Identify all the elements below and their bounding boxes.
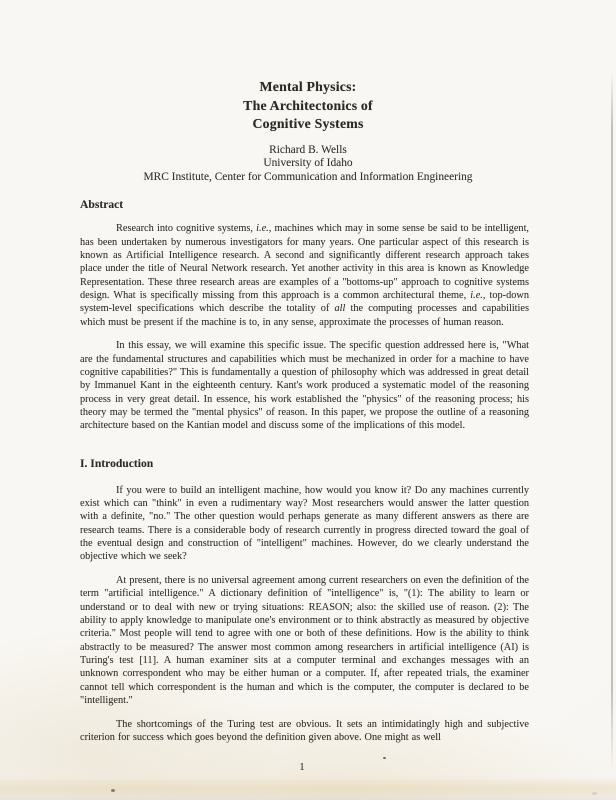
introduction-paragraph: At present, there is no universal agreement among current researchers on even the definition of the term "artificial intelligence." A dictionary definition of "intelligence" is, "(1): The ability to learn or understand or to deal with new or trying situations: REASON; also: the skilled use of reason. (2): The ability to apply knowledge to manipulate one's environment or to think abstractly as measured by objective criteria." Most people will tend to agree with one or both of these definitions. How is the ability to think abstractly to be measured? The answer most common among researchers in artificial intelligence (AI) is Turing's test [11]. A human examiner sits at a computer terminal and exchanges messages with an unknown correspondent who may be either human or a computer. If, after repeated trials, the examiner cannot tell which correspondent is the human and which is the computer, the computer is declared to be "intelligent." <box>80 575 529 707</box>
author-name: Richard B. Wells <box>269 143 347 156</box>
title-line: Cognitive Systems <box>252 116 364 131</box>
author-block <box>0 144 616 185</box>
abstract-paragraph: In this essay, we will examine this specific issue. The specific question addressed here is, "What are the fundamental structures and capabilities which must be mechanized in order for a machine to have cognitive capabilities?" This is fundamentally a question of philosophy which was addressed in great detail by Immanuel Kant in the eighteenth century. Kant's work produced a systematic model of the reasoning process in very great detail. In essence, his work established the "physics" of the reasoning process; his theory may be termed the "mental physics" of reason. In this paper, we propose the outline of a reasoning architecture based on the Kantian model and discuss some of the implications of this model. <box>80 340 529 432</box>
abstract-heading: Abstract <box>80 197 124 211</box>
author-institute: MRC Institute, Center for Communication and Information Engineering <box>143 171 473 184</box>
abstract-paragraph: Research into cognitive systems, i.e., machines which may in some sense be said to be intelligent, has been undertaken by numerous investigators for many years. One particular aspect of this research is known as Artificial Intelligence research. A second and significantly different research approach takes place under the title of Neural Network research. Yet another activity in this area is known as Knowledge Representation. These three research areas are examples of a "bottoms-up" approach to cognitive systems design. What is specifically missing from this approach is a common architectural theme, i.e., top-down system-level specifications which describe the totality of all the computing processes and capabilities which must be present if the machine is to, in any sense, approximate the processes of human reason. <box>80 223 529 328</box>
page-number: 1 <box>299 762 305 773</box>
scan-speck <box>592 792 597 795</box>
author-affiliation: University of Idaho <box>263 157 353 170</box>
introduction-heading: I. Introduction <box>80 456 154 470</box>
introduction-paragraph: If you were to build an intelligent machine, how would you know it? Do any machines currently exist which can "think" in even a rudimentary way? Most researchers would answer the latter question with a definite, "no." The other question would perhaps generate as many different answers as there are research teams. There is a considerable body of research currently in progress directed toward the goal of the eventual design and construction of "intelligent" machines. However, do we clearly understand the objective which we seek? <box>80 484 529 563</box>
introduction-paragraph: The shortcomings of the Turing test are obvious. It sets an intimidatingly high and subjective criterion for success which goes beyond the definition given above. One might as well <box>80 718 529 744</box>
introduction-text <box>80 484 529 745</box>
title-line: The Architectonics of <box>243 97 373 113</box>
page-body <box>80 198 529 745</box>
abstract-text <box>80 222 529 432</box>
scan-speck <box>383 757 386 759</box>
page-edge-line <box>611 72 613 770</box>
paper-title <box>0 0 616 134</box>
title-line: Mental Physics: <box>259 79 357 94</box>
scan-speck <box>111 789 115 792</box>
